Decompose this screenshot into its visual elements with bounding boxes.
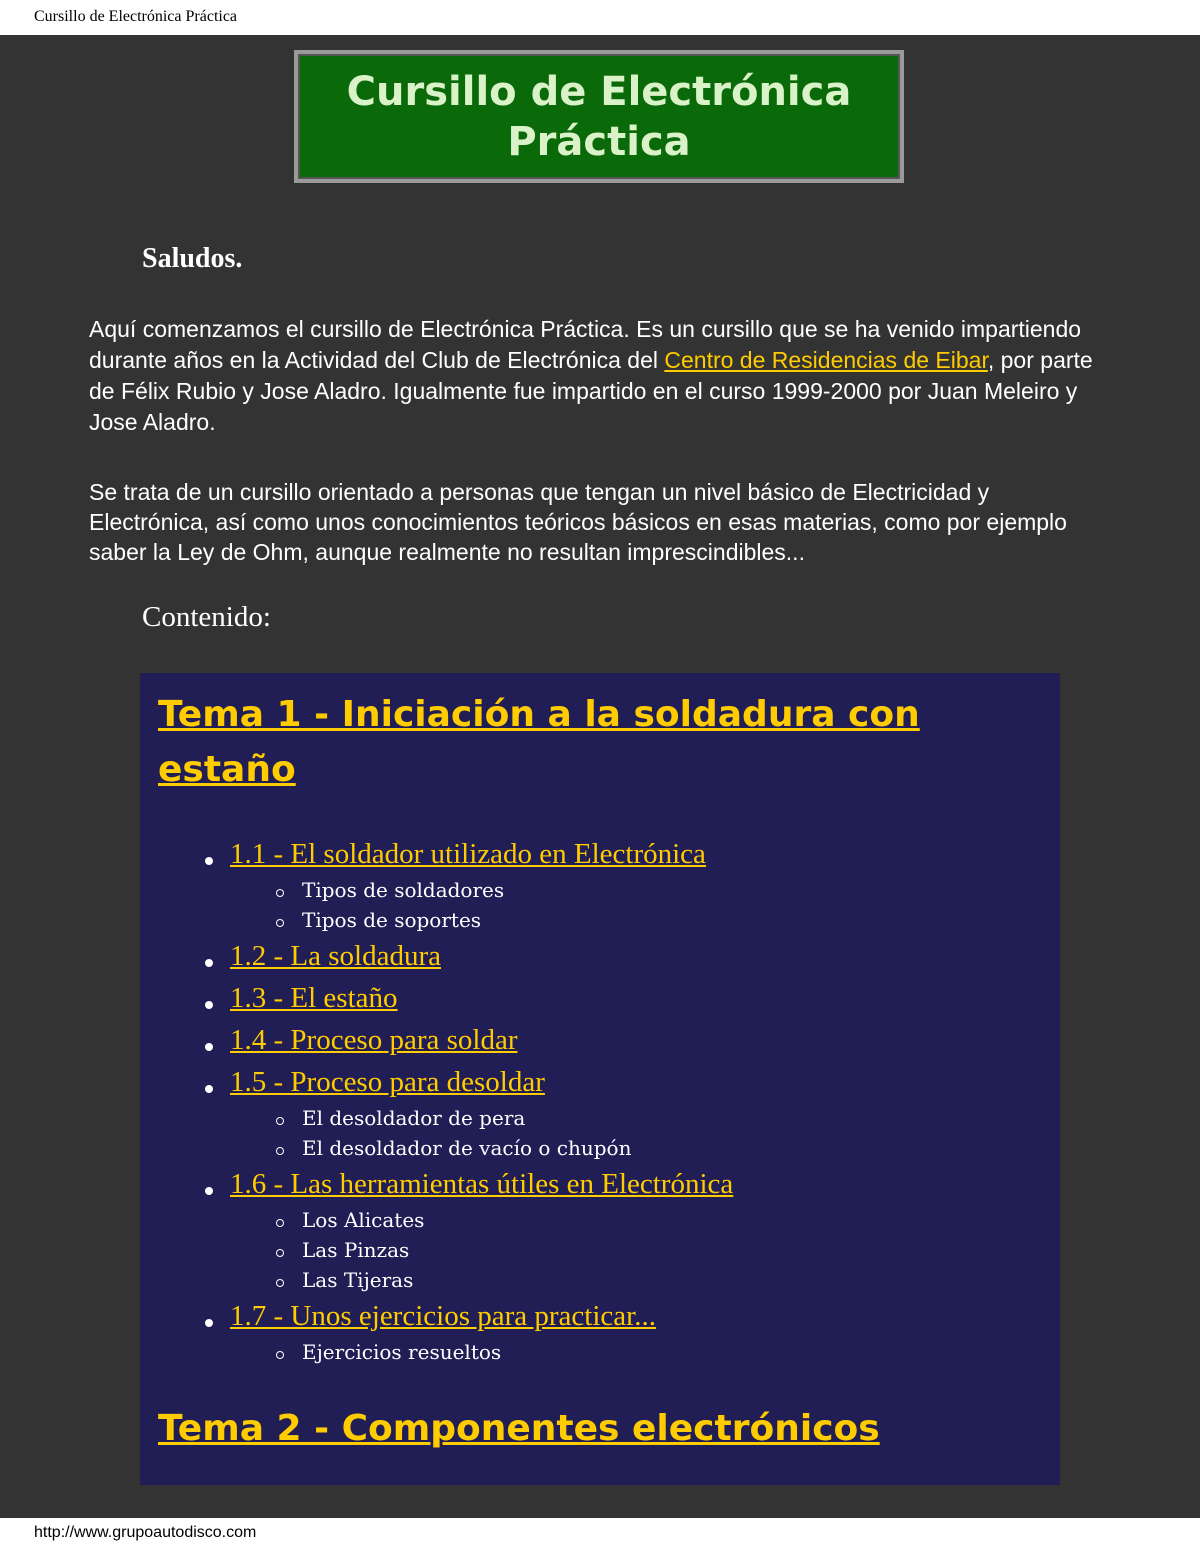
toc-item-link[interactable]: 1.5 - Proceso para desoldar <box>230 1066 545 1098</box>
footer-url: http://www.grupoautodisco.com <box>34 1524 257 1541</box>
toc-item <box>202 1295 1042 1367</box>
toc-sublist <box>274 1103 1042 1163</box>
toc-subitem: El desoldador de pera <box>274 1103 1042 1133</box>
toc-item <box>202 977 1042 1019</box>
p1-text-after: , por parte de Félix Rubio y Jose Aladro. Igualmente fue impartido en el curso 1999-2000 por Juan Meleiro y Jose Aladro. <box>89 347 1093 435</box>
toc-item <box>202 935 1042 977</box>
banner-title: Cursillo de Electrónica Práctica <box>346 68 852 165</box>
toc-sublist <box>274 1337 1042 1367</box>
toc-subitem: Tipos de soportes <box>274 905 1042 935</box>
page-body <box>0 35 1200 1518</box>
toc-subitem: Ejercicios resueltos <box>274 1337 1042 1367</box>
toc-item <box>202 1061 1042 1163</box>
header-title: Cursillo de Electrónica Práctica <box>34 8 238 25</box>
greeting: Saludos. <box>142 243 243 274</box>
toc-item-link[interactable]: 1.7 - Unos ejercicios para practicar... <box>230 1300 656 1332</box>
contents-label: Contenido: <box>142 601 271 633</box>
title-banner <box>294 50 904 183</box>
toc-sublist <box>274 875 1042 935</box>
toc-item-link[interactable]: 1.1 - El soldador utilizado en Electrónica <box>230 838 706 870</box>
residencias-link[interactable]: Centro de Residencias de Eibar <box>664 347 988 373</box>
toc-item-link[interactable]: 1.3 - El estaño <box>230 982 398 1014</box>
tema-1-link[interactable]: Tema 1 - Iniciación a la soldadura con estaño <box>158 694 920 790</box>
toc-subitem: Tipos de soldadores <box>274 875 1042 905</box>
toc-item <box>202 833 1042 935</box>
toc-subitem: Los Alicates <box>274 1205 1042 1235</box>
p1-text-before: Aquí comenzamos el cursillo de Electrónica Práctica. Es un cursillo que se ha venido impartiendo durante años en la Actividad del Club de Electrónica del <box>89 316 1082 373</box>
toc-item-link[interactable]: 1.4 - Proceso para soldar <box>230 1024 518 1056</box>
toc-item-link[interactable]: 1.2 - La soldadura <box>230 940 441 972</box>
toc-subitem: Las Pinzas <box>274 1235 1042 1265</box>
toc-item-link[interactable]: 1.6 - Las herramientas útiles en Electrónica <box>230 1168 734 1200</box>
print-footer <box>0 1518 1200 1553</box>
toc-list <box>202 833 1042 1367</box>
intro-paragraph-2: Se trata de un cursillo orientado a personas que tengan un nivel básico de Electricidad y Electrónica, así como unos conocimientos teóricos básicos en esas materias, como por ejemplo saber la Ley de Ohm, aunque realmente no resultan imprescindibles... <box>89 479 1067 565</box>
print-header <box>0 0 1200 35</box>
toc-item <box>202 1019 1042 1061</box>
intro-paragraph-1 <box>89 314 1109 438</box>
toc-item <box>202 1163 1042 1295</box>
toc-sublist <box>274 1205 1042 1295</box>
table-of-contents <box>140 673 1060 1485</box>
toc-subitem: Las Tijeras <box>274 1265 1042 1295</box>
toc-subitem: El desoldador de vacío o chupón <box>274 1133 1042 1163</box>
tema-2-link[interactable]: Tema 2 - Componentes electrónicos <box>158 1408 880 1449</box>
